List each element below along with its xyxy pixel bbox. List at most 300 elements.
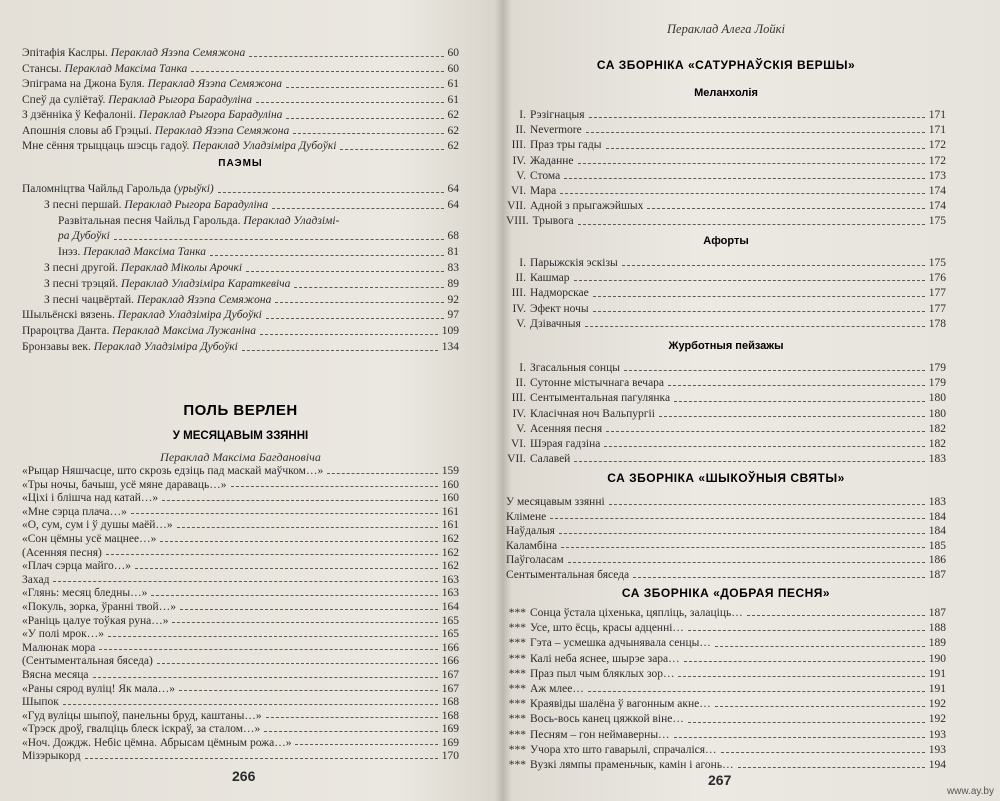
watermark: www.ay.by	[946, 786, 994, 797]
entry-number: ***	[508, 743, 526, 756]
dash-leader	[624, 370, 925, 371]
entry-title: Шыльёнскі вязень.	[22, 309, 118, 322]
toc-entry	[506, 422, 946, 437]
entry-title: Вузкі лямпы праменьчык, камін і агонь…	[530, 759, 734, 772]
melancholy-list	[506, 108, 946, 230]
dash-leader	[242, 350, 438, 351]
dash-leader	[715, 706, 925, 707]
entry-number: ***	[508, 637, 526, 650]
entry-title: «Ноч. Дождж. Небіс цёмна. Абрысам цёмным рожа…»	[22, 736, 292, 749]
entry-translator: Пераклад Рыгора Барадуліна	[138, 109, 283, 121]
entry-title: З песні другой.	[44, 261, 121, 274]
dash-leader	[286, 87, 443, 88]
entry-page: 171	[928, 124, 946, 137]
entry-title: Мне сёння трыццаць шэсць гадоў.	[22, 140, 193, 152]
dash-leader	[747, 615, 925, 616]
dash-leader	[688, 722, 925, 723]
entry-page: 60	[447, 47, 459, 59]
toc-entry	[506, 286, 946, 301]
good-song-heading: СА ЗБОРНІКА «ДОБРАЯ ПЕСНЯ»	[621, 586, 831, 600]
dash-leader	[266, 717, 438, 718]
toc-entry	[506, 123, 946, 138]
entry-translator: Пераклад Уладзіміра Дубоўкі	[192, 140, 337, 152]
toc-entry	[506, 256, 946, 271]
entry-title: Сутонне містычнага вечара	[530, 377, 665, 390]
entry-translator: Пераклад Уладзіміра Дубоўкі	[117, 309, 262, 322]
toc-entry	[22, 696, 459, 710]
entry-title: Каламбіна	[506, 539, 558, 552]
dash-leader	[85, 758, 438, 759]
toc-entry	[22, 560, 459, 574]
toc-entry	[506, 108, 946, 123]
entry-page: 166	[441, 655, 459, 668]
dash-leader	[674, 737, 925, 738]
toc-entry	[22, 574, 459, 588]
toc-entry	[506, 636, 946, 651]
toc-entry	[22, 519, 459, 533]
toc-entry	[22, 182, 459, 198]
entry-number: ***	[508, 698, 526, 711]
entry-title: Кашмар	[530, 272, 570, 285]
toc-entry	[22, 737, 459, 751]
toc-entry	[22, 277, 459, 293]
entry-title: Салавей	[530, 453, 571, 466]
entry-page: 168	[441, 696, 459, 709]
entry-number: VIII.	[506, 215, 529, 228]
entry-number: ***	[508, 667, 526, 680]
dash-leader	[678, 676, 924, 677]
entry-page: 187	[928, 568, 946, 581]
entry-page: 184	[928, 510, 946, 523]
entry-title: З песні чацвёртай.	[44, 293, 137, 306]
toc-entry	[506, 376, 946, 391]
dash-leader	[275, 302, 443, 303]
entry-title: «Тры ночы, бачыш, усё мяне дараваць…»	[22, 478, 227, 491]
entry-page: 162	[441, 560, 459, 573]
entry-title: Шэрая гадзіна	[530, 438, 601, 451]
landscapes-heading: Журботныя пейзажы	[668, 340, 784, 352]
right-page-number: 267	[708, 772, 732, 788]
toc-entry	[22, 108, 459, 124]
dash-leader	[106, 554, 438, 555]
etchings-heading: Афорты	[703, 235, 749, 247]
entry-title: Мара	[530, 185, 557, 198]
entry-translator: Пераклад Уладзіміра Караткевіча	[121, 277, 291, 290]
entry-page: 174	[928, 185, 946, 198]
fetes-heading: СА ЗБОРНІКА «ШЫКОЎНЫЯ СВЯТЫ»	[607, 471, 845, 485]
entry-title: Малюнак мора	[22, 641, 96, 654]
dash-leader	[561, 547, 925, 548]
entry-page: 161	[441, 519, 459, 532]
entry-page: 62	[447, 109, 459, 121]
fetes-list	[506, 495, 946, 583]
toc-entry	[506, 199, 946, 214]
dash-leader	[53, 581, 437, 582]
dash-leader	[293, 133, 443, 134]
melancholy-heading: Меланхолія	[694, 87, 758, 99]
entry-page: 163	[441, 587, 459, 600]
entry-page: 172	[928, 139, 946, 152]
toc-entry	[506, 495, 946, 510]
entry-title: Трывога	[532, 215, 574, 228]
entry-title: «Плач сэрца майго…»	[22, 560, 132, 573]
entry-title: Учора хто што гаварылі, спрачаліся…	[530, 743, 717, 756]
entry-title: Усе, што ёсць, красы адценні…	[530, 622, 684, 635]
entry-translator: Пераклад Максіма Лужаніна	[112, 325, 256, 338]
entry-page: 162	[441, 546, 459, 559]
dash-leader	[114, 239, 444, 240]
dash-leader	[191, 71, 443, 72]
dash-leader	[578, 163, 925, 164]
dash-leader	[609, 504, 925, 505]
entry-page: 89	[447, 277, 459, 290]
toc-entry	[22, 723, 459, 737]
toc-entry	[506, 758, 946, 773]
entry-number: IV.	[512, 407, 526, 420]
dash-leader	[93, 677, 438, 678]
entry-title: «Глянь: месяц бледны…»	[22, 587, 148, 600]
toc-entry	[22, 124, 459, 140]
entry-page: 180	[928, 407, 946, 420]
toc-entry	[22, 324, 459, 340]
entry-title: З песні трэцяй.	[44, 277, 121, 290]
dash-leader	[131, 513, 438, 514]
entry-title: Праз тры гады	[530, 139, 602, 152]
entry-number: I.	[519, 362, 526, 374]
entry-title: Інэз.	[58, 246, 84, 259]
dash-leader	[160, 541, 437, 542]
toc-entry	[22, 139, 459, 155]
dash-leader	[633, 577, 925, 578]
dash-leader	[340, 149, 443, 150]
dash-leader	[249, 56, 443, 57]
entry-page: 184	[928, 525, 946, 538]
dash-leader	[256, 102, 444, 103]
entry-page: 64	[447, 183, 459, 195]
toc-entry	[22, 601, 459, 615]
dash-leader	[559, 533, 925, 534]
dash-leader	[715, 646, 925, 647]
entry-title: Спеў да суліётаў.	[22, 93, 109, 106]
toc-entry	[506, 621, 946, 636]
entry-title: Дзівачныя	[530, 317, 581, 330]
entry-page: 192	[928, 698, 946, 711]
entry-translator: Пераклад Міколы Арочкі	[120, 261, 243, 274]
dash-leader	[246, 271, 443, 272]
entry-title: Аж млее…	[530, 683, 584, 696]
entry-title: Асенняя песня	[530, 422, 603, 435]
poems-heading: ПАЭМЫ	[218, 158, 263, 169]
entry-title: Надморскае	[530, 287, 589, 300]
dash-leader	[589, 117, 925, 118]
entry-title: Эпіграма на Джона Буля.	[22, 78, 148, 90]
toc-entry	[22, 62, 459, 78]
entry-title: Паўголасам	[506, 554, 564, 567]
entry-number: VII.	[507, 200, 526, 213]
entry-page: 178	[928, 317, 946, 330]
entry-page: 167	[441, 682, 459, 695]
toc-entry	[22, 750, 459, 764]
toc-entry	[506, 184, 946, 199]
entry-translator: Пераклад Уладзіміра Дубоўкі	[93, 340, 238, 353]
dash-leader	[266, 318, 444, 319]
entry-number: ***	[508, 713, 526, 726]
entry-title: Адной з прыгажэйшых	[530, 200, 644, 213]
byron-short-poems-list	[22, 46, 459, 155]
entry-title: «Мне сэрца плача…»	[22, 505, 127, 518]
toc-entry	[506, 437, 946, 452]
entry-title: Песням – гон неймаверны…	[530, 728, 670, 741]
entry-title: Вось-вось канец цяжкой віне…	[530, 713, 684, 726]
entry-title: «Раніць цалуе тоўкая руна…»	[22, 614, 169, 627]
dash-leader	[63, 704, 438, 705]
entry-number: V.	[516, 169, 526, 182]
entry-number: ***	[508, 652, 526, 665]
entry-number: III.	[511, 392, 526, 405]
toc-entry	[22, 245, 459, 261]
entry-title: Гэта – усмешка адчынявала сенцы…	[530, 637, 711, 650]
dash-leader	[606, 148, 925, 149]
entry-title: (Сентыментальная бяседа)	[22, 655, 153, 668]
entry-page: 180	[928, 392, 946, 405]
entry-page: 185	[928, 539, 946, 552]
dash-leader	[151, 595, 437, 596]
dash-leader	[560, 193, 925, 194]
entry-number: ***	[508, 759, 526, 772]
toc-entry	[22, 615, 459, 629]
toc-entry	[506, 728, 946, 743]
entry-number: VI.	[510, 438, 526, 451]
entry-title: Вясна месяца	[22, 668, 89, 681]
entry-title: Рэзігнацыя	[530, 109, 585, 121]
entry-page: 169	[441, 736, 459, 749]
entry-number: III.	[511, 287, 526, 300]
dash-leader	[295, 744, 437, 745]
entry-number: III.	[511, 139, 526, 152]
entry-title: «О, сум, сум і ў душы маёй…»	[22, 519, 173, 532]
left-page	[22, 0, 459, 784]
dash-leader	[659, 416, 925, 417]
dash-leader	[179, 690, 438, 691]
entry-title: Эфект ночы	[530, 302, 589, 315]
dash-leader	[286, 118, 443, 119]
entry-page: 183	[928, 453, 946, 466]
entry-page: 159	[441, 465, 459, 477]
dash-leader	[674, 401, 925, 402]
dash-leader	[260, 334, 438, 335]
entry-page: 177	[928, 302, 946, 315]
entry-title: Праз пыл чым бляклых зор…	[530, 667, 675, 680]
entry-page: 162	[441, 532, 459, 545]
author-heading: ПОЛЬ ВЕРЛЕН	[183, 402, 298, 419]
entry-page: 179	[928, 377, 946, 390]
toc-entry	[22, 229, 459, 245]
entry-page: 172	[928, 154, 946, 167]
entry-page: 92	[447, 293, 459, 306]
entry-title: Nevermore	[530, 124, 582, 137]
entry-title: З песні першай.	[44, 198, 125, 211]
toc-entry	[506, 271, 946, 286]
entry-page: 176	[928, 272, 946, 285]
entry-page: 161	[441, 505, 459, 518]
entry-page: 174	[928, 200, 946, 213]
dash-leader	[568, 562, 925, 563]
toc-entry	[506, 682, 946, 697]
entry-page: 190	[928, 652, 946, 665]
dash-leader	[647, 208, 924, 209]
toc-entry	[22, 533, 459, 547]
entry-page: 167	[441, 668, 459, 681]
entry-title: Парыжскія эскізы	[530, 257, 618, 269]
entry-translator: (урыўкі)	[173, 183, 214, 195]
entry-title: Сентыментальная пагулянка	[530, 392, 671, 405]
toc-entry	[22, 655, 459, 669]
entry-title: Развітальная песня Чайльд Гарольда.	[58, 214, 244, 227]
entry-page: 165	[441, 628, 459, 641]
dash-leader	[327, 473, 438, 474]
entry-number: ***	[508, 683, 526, 696]
entry-page: 191	[928, 667, 946, 680]
toc-entry	[22, 642, 459, 656]
toc-entry	[506, 510, 946, 525]
entry-title: Захад	[22, 573, 50, 586]
entry-page: 179	[928, 362, 946, 374]
entry-page: 165	[441, 614, 459, 627]
entry-page: 109	[441, 325, 459, 338]
dash-leader	[99, 649, 437, 650]
entry-page: 81	[447, 246, 459, 259]
toc-entry	[506, 712, 946, 727]
entry-page: 97	[447, 309, 459, 322]
entry-title: Сентыментальная бяседа	[506, 568, 630, 581]
entry-number: VI.	[510, 185, 526, 198]
toc-entry	[506, 391, 946, 406]
entry-translator: Пераклад Максіма Танка	[64, 62, 188, 75]
entry-page: 83	[447, 261, 459, 274]
entry-title: Эпітафія Каслры.	[22, 47, 111, 59]
dash-leader	[564, 178, 925, 179]
toc-entry	[506, 697, 946, 712]
dash-leader	[721, 752, 925, 753]
dash-leader	[593, 296, 925, 297]
toc-entry	[22, 669, 459, 683]
toc-entry	[22, 628, 459, 642]
entry-title: Шыпок	[22, 696, 59, 709]
toc-entry	[22, 293, 459, 309]
toc-entry	[22, 308, 459, 324]
entry-page: 160	[441, 478, 459, 491]
entry-title: «Покуль, зорка, ўранні твой…»	[22, 600, 176, 613]
toc-entry	[22, 492, 459, 506]
entry-page: 175	[928, 215, 946, 228]
entry-title: «У полі мрок…»	[22, 628, 104, 641]
entry-title: «Раны сярод вуліц! Як мала…»	[22, 682, 175, 695]
entry-page: 191	[928, 683, 946, 696]
toc-entry	[22, 683, 459, 697]
landscapes-list	[506, 361, 946, 467]
entry-translator: ра Дубоўкі	[58, 230, 110, 243]
toc-entry	[506, 154, 946, 169]
entry-number: VII.	[507, 453, 526, 466]
dash-leader	[108, 636, 438, 637]
entry-page: 164	[441, 600, 459, 613]
entry-title: Наўдалыя	[506, 525, 555, 538]
entry-title: «Ціхі і блішча над катай…»	[22, 492, 159, 505]
entry-title: Прароцтва Данта.	[22, 325, 113, 338]
good-song-list	[506, 606, 946, 773]
entry-title: Згасальныя сонцы	[530, 362, 620, 374]
toc-entry	[22, 587, 459, 601]
toc-entry	[22, 710, 459, 724]
toc-entry	[22, 93, 459, 109]
entry-page: 61	[447, 93, 459, 106]
dash-leader	[588, 691, 925, 692]
toc-entry	[506, 553, 946, 568]
verlaine-list	[22, 465, 459, 764]
entry-page: 192	[928, 713, 946, 726]
toc-entry	[22, 479, 459, 493]
dash-leader	[586, 132, 925, 133]
entry-number: II.	[515, 124, 526, 137]
dash-leader	[606, 431, 925, 432]
dash-leader	[604, 446, 924, 447]
entry-page: 173	[928, 169, 946, 182]
entry-page: 194	[928, 759, 946, 772]
dash-leader	[272, 208, 443, 209]
entry-number: V.	[516, 317, 526, 330]
dash-leader	[668, 385, 925, 386]
toc-entry	[506, 652, 946, 667]
dash-leader	[172, 622, 437, 623]
entry-translator: Пераклад Максіма Танка	[83, 246, 206, 259]
entry-title: «Рыцар Няшчасце, што скрозь едзіць пад маскай маўчком…»	[22, 465, 324, 477]
entry-title: Апошнія словы аб Грэцыі.	[22, 124, 155, 137]
toc-entry	[506, 138, 946, 153]
entry-page: 68	[447, 230, 459, 243]
dash-leader	[593, 311, 925, 312]
dash-leader	[688, 630, 925, 631]
entry-translator: Пераклад Язэпа Семяжона	[110, 47, 246, 59]
entry-page: 134	[441, 340, 459, 353]
entry-translator: Пераклад Язэпа Семяжона	[154, 124, 290, 137]
entry-page: 193	[928, 728, 946, 741]
toc-entry	[506, 214, 946, 229]
running-head: Пераклад Алега Лойкі	[667, 22, 785, 36]
toc-entry	[22, 46, 459, 62]
collection-heading: У МЕСЯЦАВЫМ ЗЗЯННІ	[172, 430, 309, 442]
entry-title: У месяцавым ззянні	[506, 496, 605, 508]
entry-number: IV.	[512, 154, 526, 167]
entry-page: 187	[928, 607, 946, 619]
entry-title: Сонца ўстала ціхенька, цяпліць, залаціць…	[530, 607, 743, 619]
entry-title: З дзённіка ў Кефалоніі.	[22, 109, 139, 121]
entry-page: 188	[928, 622, 946, 635]
dash-leader	[574, 280, 925, 281]
entry-number: ***	[508, 622, 526, 635]
byron-poems-list	[22, 182, 459, 356]
toc-entry	[506, 743, 946, 758]
dash-leader	[135, 568, 438, 569]
saturnian-heading: СА ЗБОРНІКА «САТУРНАЎСКІЯ ВЕРШЫ»	[596, 58, 856, 72]
entry-translator: Пераклад Язэпа Семяжона	[147, 78, 283, 90]
entry-page: 168	[441, 709, 459, 722]
entry-page: 193	[928, 743, 946, 756]
entry-number: I.	[519, 109, 526, 121]
dash-leader	[684, 661, 925, 662]
dash-leader	[177, 527, 438, 528]
dash-leader	[738, 767, 925, 768]
dash-leader	[550, 518, 925, 519]
